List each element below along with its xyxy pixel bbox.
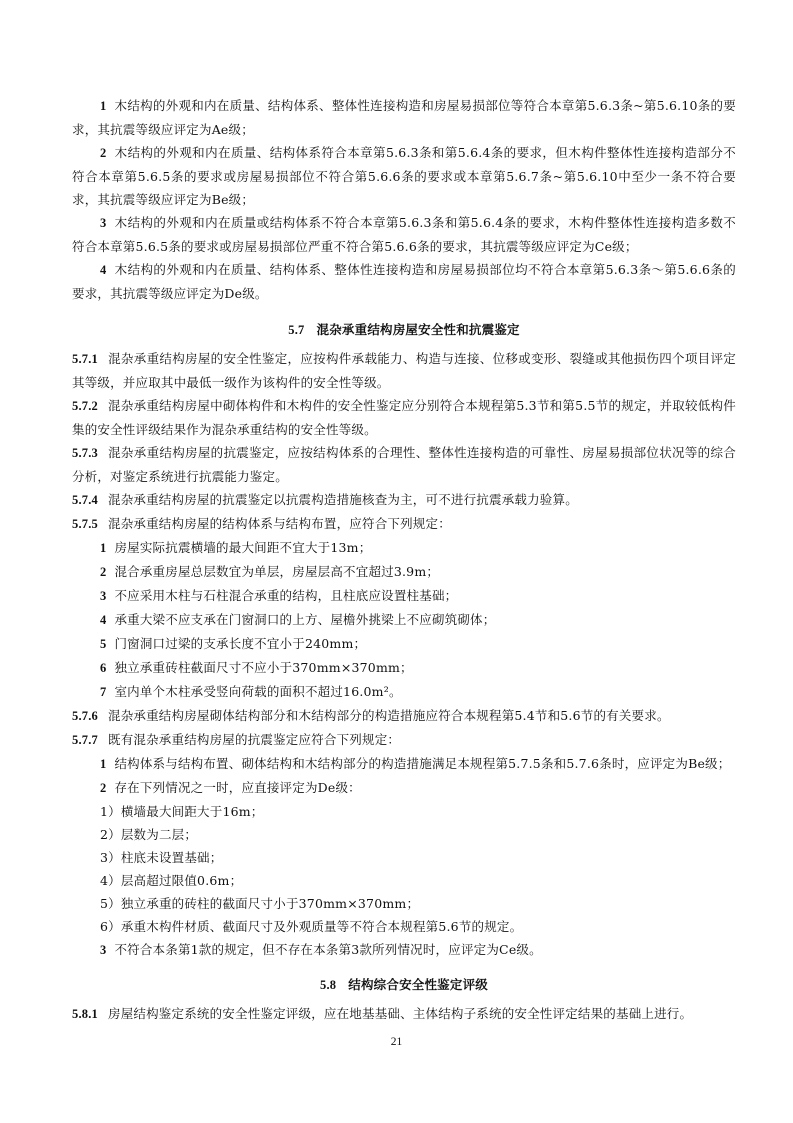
- clause-5-7-2: 5.7.2 混杂承重结构房屋中砌体构件和木构件的安全性鉴定应分别符合本规程第5.3节和第5.5节的规定，并取较低构件集的安全性评级结果作为混杂承重结构的安全性等级。: [72, 398, 736, 437]
- sub-item: 3）柱底未设置基础；: [100, 850, 223, 865]
- clause-5-7-7: 5.7.7 既有混杂承重结构房屋的抗震鉴定应符合下列规定：: [72, 732, 401, 747]
- sub-item: 4）层高超过限值0.6m；: [100, 873, 243, 888]
- list-item: 3 不符合本条第1款的规定，但不存在本条第3款所列情况时，应评定为Ce级。: [100, 942, 542, 957]
- list-item: 6 独立承重砖柱截面尺寸不应小于370mm×370mm；: [100, 660, 413, 675]
- list-item: 2 混合承重房屋总层数宜为单层，房屋层高不宜超过3.9m；: [100, 564, 440, 579]
- sub-item: 5）独立承重的砖柱的截面尺寸小于370mm×370mm；: [100, 896, 420, 911]
- list-item: 1 房屋实际抗震横墙的最大间距不宜大于13m；: [100, 540, 372, 555]
- clause-5-7-1: 5.7.1 混杂承重结构房屋的安全性鉴定，应按构件承载能力、构造与连接、位移或变形、裂缝或其他损伤四个项目评定其等级，并应取其中最低一级作为该构件的安全性等级。: [72, 351, 736, 390]
- sub-item: 6）承重木构件材质、截面尺寸及外观质量等不符合本规程第5.6节的规定。: [100, 919, 523, 934]
- intro-item-4: 4 木结构的外观和内在质量、结构体系、整体性连接构造和房屋易损部位均不符合本章第5.6.3条～第5.6.6条的要求，其抗震等级应评定为De级。: [72, 262, 736, 301]
- intro-items: [72, 94, 736, 1026]
- sub-item: 1）横墙最大间距大于16m；: [100, 804, 264, 819]
- list-item: 4 承重大梁不应支承在门窗洞口的上方、屋檐外挑梁上不应砌筑砌体；: [100, 612, 496, 627]
- intro-item-2: 2 木结构的外观和内在质量、结构体系符合本章第5.6.3条和第5.6.4条的要求，但木构件整体性连接构造部分不符合本章第5.6.5条的要求或房屋易损部位不符合第5.6.6条的要求或本章第5.6.7条~第5.6.10中至少一条不符合要求，其抗震等级应评定为Be级；: [72, 145, 736, 207]
- page-number: 21: [390, 1036, 403, 1048]
- clause-5-7-5: 5.7.5 混杂承重结构房屋的结构体系与结构布置，应符合下列规定：: [72, 516, 451, 531]
- section-heading-5-8: 5.8 结构综合安全性鉴定评级: [320, 977, 488, 992]
- list-item: 2 存在下列情况之一时，应直接评定为De级：: [100, 780, 361, 795]
- clause-5-7-6: 5.7.6 混杂承重结构房屋砌体结构部分和木结构部分的构造措施应符合本规程第5.4节和5.6节的有关要求。: [72, 708, 670, 723]
- list-item: 7 室内单个木柱承受竖向荷载的面积不超过16.0m²。: [100, 684, 402, 699]
- section-heading-5-7: 5.7 混杂承重结构房屋安全性和抗震鉴定: [288, 322, 520, 337]
- clause-5-8-1: 5.8.1 房屋结构鉴定系统的安全性鉴定评级，应在地基基础、主体结构子系统的安全性评定结果的基础上进行。: [72, 1006, 693, 1021]
- list-item: 5 门窗洞口过梁的支承长度不宜小于240mm；: [100, 636, 367, 651]
- clause-5-7-4: 5.7.4 混杂承重结构房屋的抗震鉴定以抗震构造措施核查为主，可不进行抗震承载力验算。: [72, 492, 578, 507]
- list-item: 1 结构体系与结构布置、砌体结构和木结构部分的构造措施满足本规程第5.7.5条和5.7.6条时，应评定为Be级；: [100, 756, 731, 771]
- clause-5-7-3: 5.7.3 混杂承重结构房屋的抗震鉴定，应按结构体系的合理性、整体性连接构造的可靠性、房屋易损部位状况等的综合分析，对鉴定系统进行抗震能力鉴定。: [72, 445, 736, 484]
- intro-item-1: 1 木结构的外观和内在质量、结构体系、整体性连接构造和房屋易损部位等符合本章第5.6.3条~第5.6.10条的要求，其抗震等级应评定为Ae级；: [72, 98, 736, 137]
- sub-item: 2）层数为二层；: [100, 827, 198, 842]
- intro-item-3: 3 木结构的外观和内在质量或结构体系不符合本章第5.6.3条和第5.6.4条的要求，木构件整体性连接构造多数不符合本章第5.6.5条的要求或房屋易损部位严重不符合第5.6.6条的要求，其抗震等级应评定为Ce级；: [72, 215, 736, 254]
- list-item: 3 不应采用木柱与石柱混合承重的结构，且柱底应设置柱基础；: [100, 588, 458, 603]
